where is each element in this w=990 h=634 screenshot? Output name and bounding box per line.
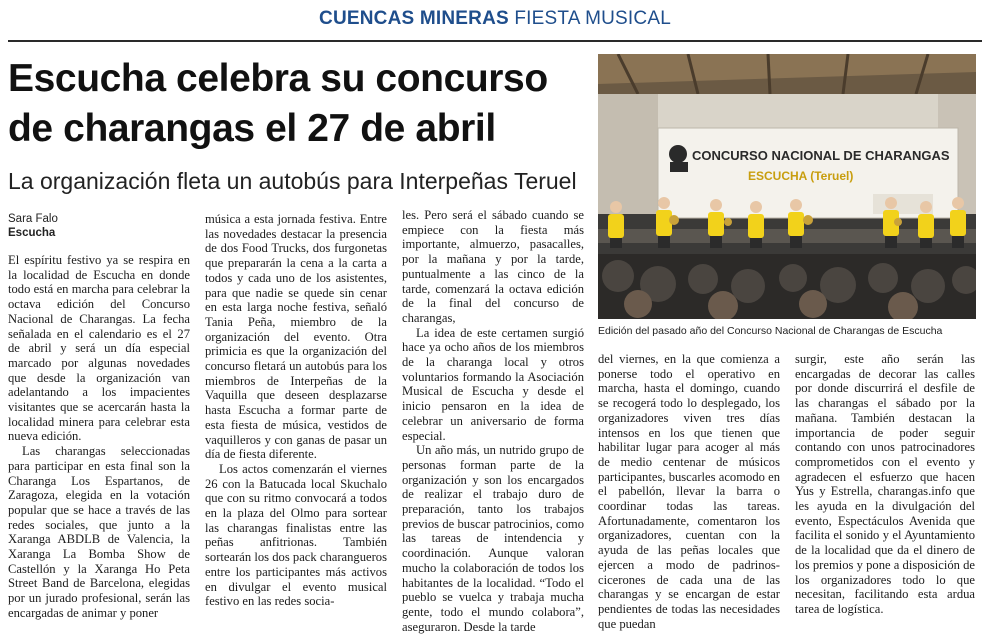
article-column-5 bbox=[795, 352, 975, 617]
section-header bbox=[0, 8, 990, 36]
paragraph: del viernes, en la que comienza a ponerse todo el operativo en marcha, hasta el domingo, cuando se recogerá todo lo desplegado, los organizadores viven tres días intensos en los que tienen que habilitar lugar para acoger al más de medio centenar de músicos participantes, buscarles acomodo en el pabellón, llevar la barra o coordinar todas las tareas. Afortunadamente, comentaron los organizadores, cuentan con la ayuda de las peñas locales que ejercen a modo de padrinos-cicerones de cada una de las charangas y se encargan de estar pendientes de todas las necesidades que puedan bbox=[598, 352, 780, 631]
banner-line-1: CONCURSO NACIONAL DE CHARANGAS bbox=[692, 148, 950, 163]
byline-location: Escucha bbox=[8, 227, 56, 239]
paragraph: música a esta jornada festiva. Entre las novedades destacar la presencia de dos Food Trucks, dos furgonetas que prepararán la cena a la carta a todos y cada uno de los asistentes, para que nadie se quede sin cenar en esta larga noche festiva, señaló Tania Peña, miembro de la organización del evento. Otra primicia es que la organización del concurso fletará un autobús para los miembros de Interpeñas de la Vaquilla que deseen desplazarse hasta Escucha a formar parte de esta fiesta de música, vestidos de vaquilleros y con ganas de pasar un día de fiesta diferente. bbox=[205, 212, 387, 462]
subheadline: La organización fleta un autobús para Interpeñas Teruel bbox=[8, 168, 577, 194]
article-column-4 bbox=[598, 352, 780, 631]
banner-line-2: ESCUCHA (Teruel) bbox=[748, 169, 854, 183]
photo-caption: Edición del pasado año del Concurso Nacional de Charangas de Escucha bbox=[598, 325, 943, 337]
header-rule bbox=[8, 40, 982, 42]
article-column-2 bbox=[205, 212, 387, 609]
paragraph: El espíritu festivo ya se respira en la localidad de Escucha en donde todo está en marcha para celebrar la octava edición del Concurso Nacional de Charangas. La fecha señalada en el calendario es el 27 de abril y será un día especial marcado por algunas novedades que desde la organización van adelantando a los impacientes visitantes que se acercarán hasta la localidad minera para celebrar esta nueva edición. bbox=[8, 253, 190, 444]
section-name: CUENCAS MINERAS bbox=[319, 8, 509, 29]
paragraph: surgir, este año serán las encargadas de decorar las calles por donde discurrirá el desfile de las charangas el sábado por la mañana. También destacan la importancia de poder seguir contando con unos patrocinadores comprometidos con el evento y agradecen el esfuerzo que hacen Yus y Estrella, charangas.info que les ayuda en la divulgación del evento, Espectáculos Avenida que facilita el sonido y el Ayuntamiento de la localidad que da el dinero de los premios y pone a disposición de los organizadores todo lo que necesitan, facilitando esta ardua tarea de logística. bbox=[795, 352, 975, 616]
byline bbox=[8, 212, 188, 240]
paragraph: Las charangas seleccionadas para participar en esta final son la Charanga Los Espartanos, de Zaragoza, elegida en la votación popular que se hace a través de las redes sociales, que junto a la Xaranga ABDLB de Valencia, la Xaranga La Bomba Show de Castellón y la Xaranga Ho Peta Street Band de Barcelona, elegidas por un jurado profesional, serán las encargadas de animar y poner bbox=[8, 444, 190, 620]
byline-author: Sara Falo bbox=[8, 213, 58, 225]
article-column-1 bbox=[8, 253, 190, 621]
event-photo bbox=[598, 54, 976, 319]
paragraph: les. Pero será el sábado cuando se empiece con la fiesta más importante, almuerzo, pasacalles, por la mañana y por la tarde, puntualmente a las cinco de la tarde, comenzará la octava edición de la final del concurso de charangas, bbox=[402, 208, 584, 325]
headline: Escucha celebra su concurso de charangas el 27 de abril bbox=[8, 57, 548, 150]
paragraph: La idea de este certamen surgió hace ya ocho años de los miembros de la charanga local y otros voluntarios formando la Asociación Musical de Escucha y desde el inicio pensaron en la idea de celebrar un aniversario de forma especial. bbox=[402, 325, 584, 443]
article-column-3 bbox=[402, 208, 584, 634]
paragraph: Un año más, un nutrido grupo de personas forman parte de la organización y son los encargados de realizar el trabajo duro de preparación, tanto los trabajos previos de buscar patrocinios, como las tareas de intendencia y coordinación. Aunque valoran mucho la colaboración de todos los habitantes de la localidad. “Todo el pueblo se vuelca y trabaja mucha gente, todo el mundo colabora”, aseguraron. Desde la tarde bbox=[402, 443, 584, 634]
paragraph: Los actos comenzarán el viernes 26 con la Batucada local Skuchalo que con su ritmo convocará a todos en la plaza del Olmo para sortear las charangas finalistas entre las peñas anfitrionas. También sortearán los dos pack charangueros entre los participantes más activos en divulgar el evento musical festivo en las redes socia- bbox=[205, 461, 387, 609]
section-topic: FIESTA MUSICAL bbox=[514, 8, 671, 29]
